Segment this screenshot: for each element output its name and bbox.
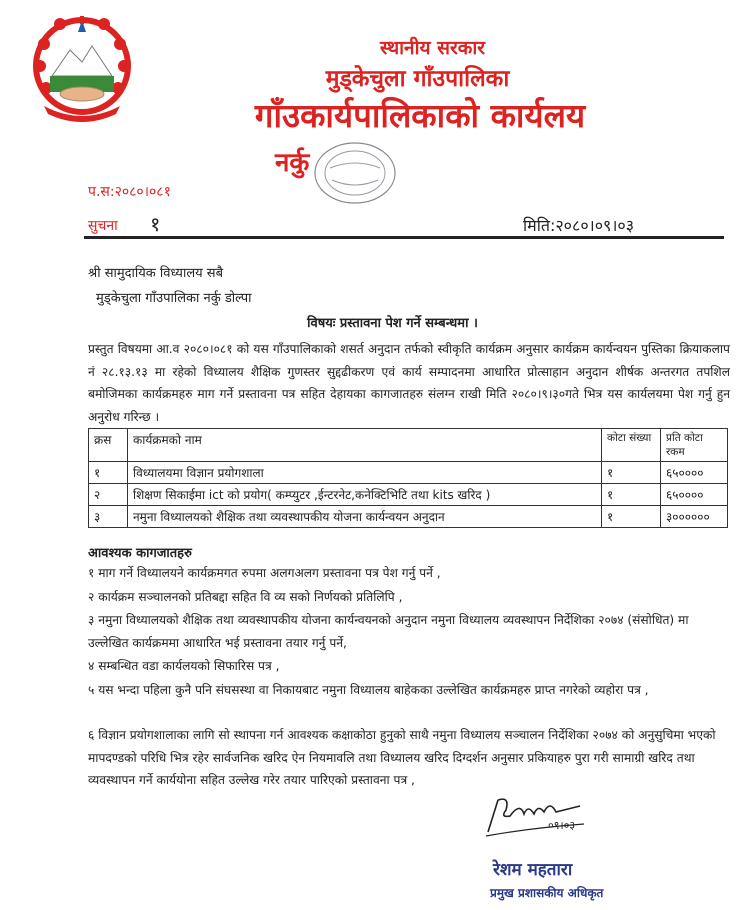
requirement-item: ६ विज्ञान प्रयोगशालाका लागि सो स्थापना गर्न आवश्यक कक्षाकोठा हुनुको साथै नमुना विध्यालय सञ्चालन निर्देशिका २०७४ को अनुसुचिमा भएको मापदण्डको परिधि भित्र रहेर सार्वजनिक खरिद ऐन नियमावलि तथा विध्यालय खरिद दिग्दर्शन अनुसार प्रकियाहरु पुरा गरी सामाग्री खरिद तथा व्यवस्थापन गर्ने कार्ययोना सहित उल्लेख गरेर तयार पारिएको प्रस्तावना पत्र , [88,728,716,787]
table-cell: ३०००००० [661,506,728,528]
table-row [89,506,728,528]
header-office-title: गाँउकार्यपालिकाको कार्यलय [254,96,586,135]
table-row [89,484,728,506]
table-cell: ६५०००० [661,484,728,506]
recipient-line-2: मुड्केचुला गाँउपालिका नर्कु डोल्पा [96,291,252,306]
requirement-item: २ कार्यक्रम सञ्चालनको प्रतिबद्दा सहित वि व्य सको निर्णयको प्रतिलिपि , [88,590,403,604]
table-cell: शिक्षण सिकाईमा ict को प्रयोग( कम्प्युटर ,ईन्टरनेट,कनेक्टिभिटि तथा kits खरिद ) [128,484,602,506]
table-cell: १ [602,462,661,484]
requirement-item: ३ नमुना विध्यालयको शैक्षिक तथा व्यवस्थापकीय योजना कार्यन्वयनको अनुदान नमुना विध्यालय व्यवस्थापन निर्देशिका २०७४ (संसोधित) मा उल्लेखित कार्यक्रममा आधारित भई प्रस्तावना तयार गर्नु पर्ने, [88,613,689,650]
signatory-designation: प्रमुख प्रशासकीय अधिकृत [490,886,604,900]
table-header-cell: कोटा संख्या [602,429,661,462]
program-table [88,428,728,528]
table-cell: विध्यालयमा विज्ञान प्रयोगशाला [128,462,602,484]
body-paragraph: प्रस्तुत विषयमा आ.व २०८०।०८१ को यस गाँउपालिकाको शसर्त अनुदान तर्फको स्वीकृति कार्यक्रम अनुसार कार्यक्रम कार्यन्वयन पुस्तिका क्रियाकलाप नं २८.१३.१३ मा रहेको विध्यालय शैक्षिक गुणस्तर सुद्दढीकरण एवं कार्य सम्पादनमा आधारित प्रोत्साहान अनुदान शीर्षक अन्तरगत तपशिल बमोजिमका कार्यक्रमहरु माग गर्ने प्रस्तावना पत्र सहित देहायका कागजातहरु संलग्न राखी मिति २०८०।९।३०गते भित्र यस कार्यलयमा पेश गर्नु हुन अनुरोध गरिन्छ । [88,342,730,424]
signatory-name: रेशम महतारा [493,860,573,880]
office-stamp-icon [300,138,400,208]
requirement-item: ५ यस भन्दा पहिला कुनै पनि संघसस्था वा निकायबाट नमुना विध्यालय बाहेकका उल्लेखित कार्यक्रमहरु प्राप्त नगरेको व्यहोरा पत्र , [88,683,649,697]
header-divider [84,236,724,239]
table-cell: १ [602,484,661,506]
notice-number: १ [150,212,161,236]
table-cell: ६५०००० [661,462,728,484]
header-line-1: स्थानीय सरकार [379,37,486,59]
notice-label: सुचना [88,218,118,234]
table-row [89,462,728,484]
table-header-cell: प्रति कोटा रकम [661,429,728,462]
table-cell: नमुना विध्यालयको शैक्षिक तथा व्यवस्थापकीय योजना कार्यन्वयन अनुदान [128,506,602,528]
header-location: नर्कु [275,148,310,178]
requirement-item: ४ सम्बन्धित वडा कार्यलयको सिफारिस पत्र , [88,659,280,673]
requirements-title: आवश्यक कागजातहरु [88,546,192,561]
table-cell: ३ [89,506,128,528]
table-header-cell: क्रस [89,429,128,462]
table-cell: १ [602,506,661,528]
requirement-item: १ माग गर्ने विध्यालयने कार्यक्रमगत रुपमा अलगअलग प्रस्तावना पत्र पेश गर्नु पर्ने , [88,566,441,580]
reference-number: प.स:२०८०।०८१ [88,184,171,200]
signature-date: ०९।०३ [548,819,576,832]
recipient-line-1: श्री सामुदायिक विध्यालय सबै [88,266,224,281]
table-header-row [89,429,728,462]
subject-line: विषयः प्रस्तावना पेश गर्ने सम्बन्धमा । [307,316,478,331]
header-line-2: मुड्केचुला गाँउपालिका [325,66,510,92]
table-cell: २ [89,484,128,506]
table-cell: १ [89,462,128,484]
letter-date: मिति:२०८०।०९।०३ [523,216,635,235]
table-header-cell: कार्यक्रमको नाम [128,429,602,462]
